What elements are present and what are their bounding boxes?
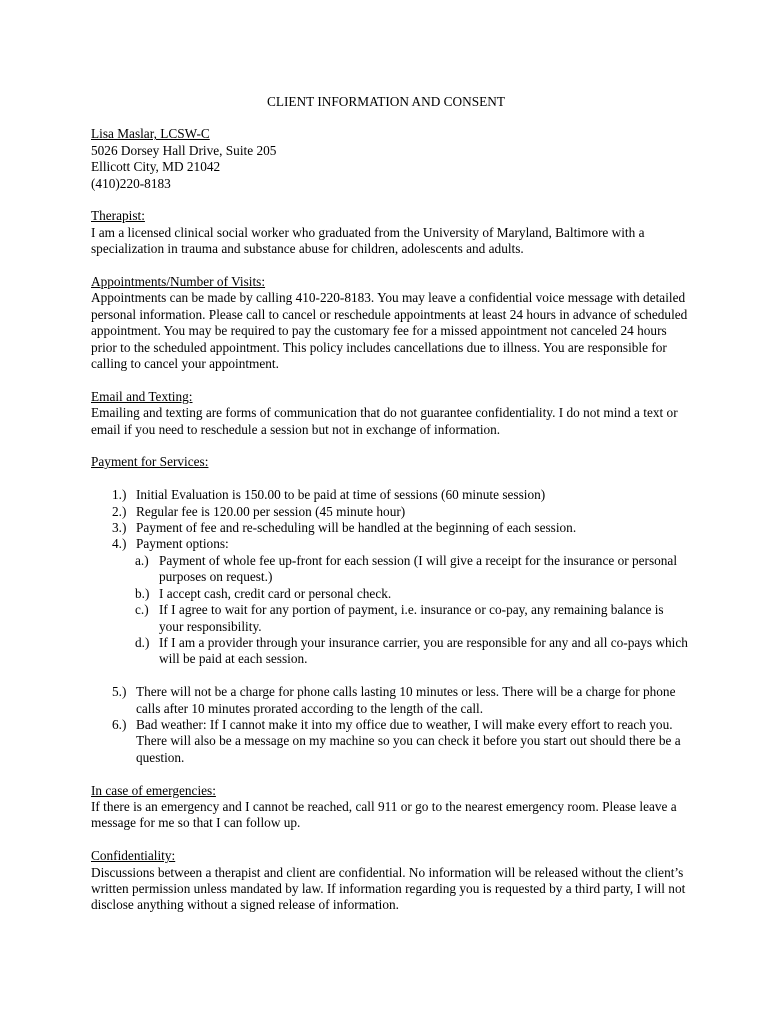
payment-heading: Payment for Services: xyxy=(91,454,209,470)
list-item: b.) I accept cash, credit card or personal check. xyxy=(135,585,392,601)
list-item: d.) If I am a provider through your insurance carrier, you are responsible for any and all co-pays which will be paid at each session. xyxy=(135,634,688,667)
list-item: 1.) Initial Evaluation is 150.00 to be paid at time of sessions (60 minute session) xyxy=(112,487,546,503)
email-body: Emailing and texting are forms of communication that do not guarantee confidentiality. I do not mind a text or email if you need to reschedule a session but not in exchange of information. xyxy=(91,405,678,437)
appointments-heading: Appointments/Number of Visits: xyxy=(91,274,266,290)
therapist-body: I am a licensed clinical social worker who graduated from the University of Maryland, Baltimore with a specialization in trauma and substance abuse for children, adolescents and adults. xyxy=(91,224,645,257)
payment-list-continued xyxy=(91,684,691,766)
list-item: 4.) Payment options: a.) Payment of whole fee up-front for each session (I will give a receipt for the insurance or personal purposes on request.) b.) I accept cash, credit card or personal check. c.) If I agree to wait for any portion of payment, i.e. insurance or co-pay, any remaining balance is your responsibility. d.) If I am a provider through your insurance carrier, you are responsible for any and all co-pays which will be paid at each session. xyxy=(91,536,691,667)
therapist-heading: Therapist: xyxy=(91,208,145,224)
list-item: a.) Payment of whole fee up-front for each session (I will give a receipt for the insurance or personal purposes on request.) xyxy=(135,552,678,585)
street-address: 5026 Dorsey Hall Drive, Suite 205 xyxy=(91,142,277,158)
address-block xyxy=(91,126,691,192)
document-title: CLIENT INFORMATION AND CONSENT xyxy=(267,94,505,109)
list-item: c.) If I agree to wait for any portion of payment, i.e. insurance or co-pay, any remaining balance is your responsibility. xyxy=(135,602,664,634)
list-item: 2.) Regular fee is 120.00 per session (45 minute hour) xyxy=(112,503,406,519)
list-item: 3.) Payment of fee and re-scheduling will be handled at the beginning of each session. xyxy=(112,520,577,536)
confidentiality-body: Discussions between a therapist and client are confidential. No information will be released without the client’s written permission unless mandated by law. If information regarding you is requested by a third party, I will not disclose anything without a signed release of information. xyxy=(91,864,686,913)
confidentiality-heading: Confidentiality: xyxy=(91,848,176,864)
provider-name: Lisa Maslar, LCSW-C xyxy=(91,126,210,142)
email-heading: Email and Texting: xyxy=(91,388,193,404)
phone-number: (410)220-8183 xyxy=(91,175,171,191)
document-page xyxy=(91,94,691,914)
payment-options-list xyxy=(91,553,691,668)
list-item: 5.) There will not be a charge for phone calls lasting 10 minutes or less. There will be a charge for phone calls after 10 minutes prorated according to the length of the call. xyxy=(112,684,676,716)
city-address: Ellicott City, MD 21042 xyxy=(91,159,221,175)
appointments-body: Appointments can be made by calling 410-220-8183. You may leave a confidential voice message with detailed personal information. Please call to cancel or reschedule appointments at least 24 hours in advance of scheduled appointment. You may be required to pay the customary fee for a missed appointment not canceled 24 hours prior to the scheduled appointment. This policy includes cancellations due to illness. You are responsible for calling to cancel your appointment. xyxy=(91,290,688,372)
emergencies-heading: In case of emergencies: xyxy=(91,782,216,798)
list-item: 6.) Bad weather: If I cannot make it into my office due to weather, I will make every effort to reach you. There will also be a message on my machine so you can check it before you start out should there be a question. xyxy=(112,716,681,765)
payment-list xyxy=(91,487,691,667)
emergencies-body: If there is an emergency and I cannot be reached, call 911 or go to the nearest emergency room. Please leave a message for me so that I can follow up. xyxy=(91,798,677,831)
